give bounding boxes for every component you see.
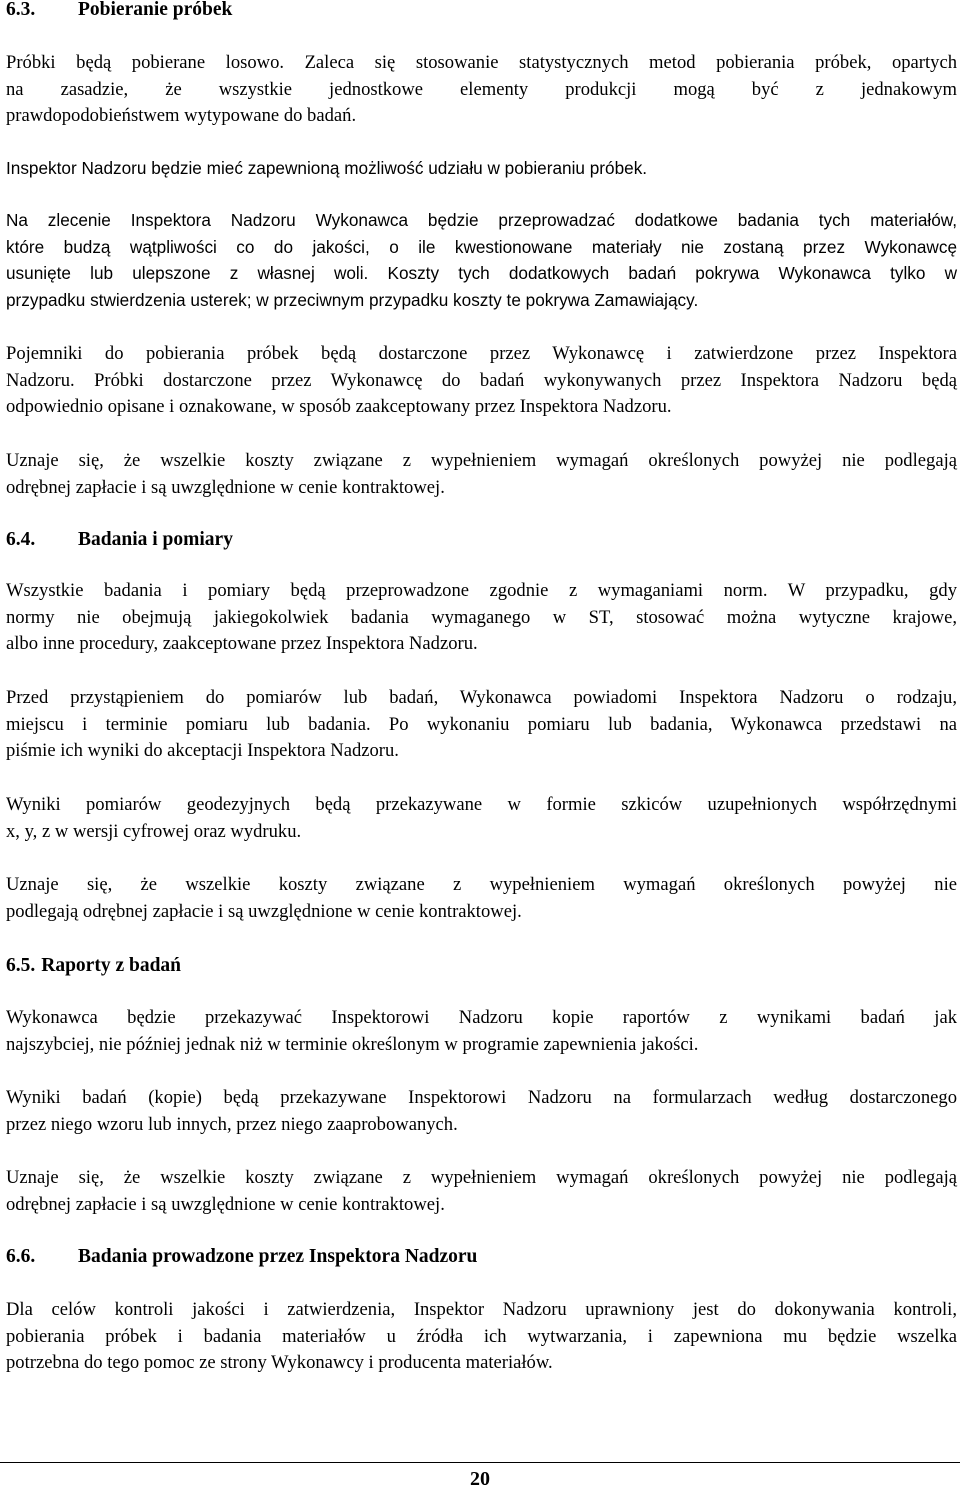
- text-line: Wyniki badań (kopie) będą przekazywane Inspektorowi Nadzoru na formularzach według dostarczonego: [6, 1087, 957, 1108]
- text-line: pobierania próbek i badania materiałów u źródła ich wytwarzania, i zapewniona mu będzie wszelka: [6, 1325, 957, 1347]
- text-line: przypadku stwierdzenia usterek; w przeciwnym przypadku koszty te pokrywa Zamawiający.: [6, 289, 699, 310]
- paragraph: [6, 50, 957, 130]
- text-line: prawdopodobieństwem wytypowane do badań.: [6, 105, 357, 127]
- text-line: najszybciej, nie później jednak niż w terminie określonym w programie zapewnienia jakości.: [6, 1033, 699, 1055]
- paragraph: [6, 207, 957, 313]
- section-number: 6.6.: [6, 1246, 36, 1267]
- paragraph: [6, 685, 957, 765]
- text-line: Na zlecenie Inspektora Nadzoru Wykonawca będzie przeprowadzać dodatkowe badania tych materiałów,: [6, 210, 957, 230]
- paragraph: [6, 1005, 957, 1058]
- text-line: Wyniki pomiarów geodezyjnych będą przekazywane w formie szkiców uzupełnionych współrzędnymi: [6, 794, 957, 815]
- text-line: Uznaje się, że wszelkie koszty związane z wypełnieniem wymagań określonych powyżej nie podlegają: [6, 1167, 957, 1188]
- text-line: Próbki będą pobierane losowo. Zaleca się stosowanie statystycznych metod pobierania próbek, opartych: [6, 52, 957, 73]
- paragraph: [6, 1165, 957, 1218]
- text-line: Wszystkie badania i pomiary będą przeprowadzone zgodnie z wymaganiami norm. W przypadku, gdy: [6, 580, 957, 601]
- text-line: odrębnej zapłacie i są uwzględnione w cenie kontraktowej.: [6, 1193, 445, 1215]
- paragraph: [6, 872, 957, 925]
- text-line: które budzą wątpliwości co do jakości, o ile kwestionowane materiały nie zostaną przez Wykonawcę: [6, 236, 957, 257]
- text-line: Uznaje się, że wszelkie koszty związane z wypełnieniem wymagań określonych powyżej nie podlegają: [6, 450, 957, 471]
- text-line: Inspektor Nadzoru będzie mieć zapewnioną możliwość udziału w pobieraniu próbek.: [6, 158, 648, 178]
- text-line: Dla celów kontroli jakości i zatwierdzenia, Inspektor Nadzoru uprawniony jest do dokonywania kontroli,: [6, 1299, 957, 1320]
- text-line: albo inne procedury, zaakceptowane przez Inspektora Nadzoru.: [6, 633, 478, 655]
- text-line: usunięte lub ulepszone z własnej woli. Koszty tych dodatkowych badań pokrywa Wykonawca tylko w: [6, 263, 957, 284]
- text-line: x, y, z w wersji cyfrowej oraz wydruku.: [6, 820, 302, 842]
- section-number: 6.5.: [6, 955, 36, 976]
- footer-rule: [0, 1462, 960, 1463]
- text-line: potrzebna do tego pomoc ze strony Wykonawcy i producenta materiałów.: [6, 1352, 553, 1374]
- text-line: piśmie ich wyniki do akceptacji Inspektora Nadzoru.: [6, 740, 399, 762]
- paragraph: [6, 155, 957, 182]
- paragraph: [6, 792, 957, 845]
- text-line: normy nie obejmują jakiegokolwiek badania wymaganego w ST, stosować można wytyczne krajowe,: [6, 606, 957, 628]
- text-line: Uznaje się, że wszelkie koszty związane z wypełnieniem wymagań określonych powyżej nie: [6, 874, 957, 895]
- text-line: miejscu i terminie pomiaru lub badania. Po wykonaniu pomiaru lub badania, Wykonawca przedstawi na: [6, 713, 957, 735]
- paragraph: [6, 448, 957, 501]
- section-heading-6-4: [6, 528, 233, 552]
- text-line: podlegają odrębnej zapłacie i są uwzględnione w cenie kontraktowej.: [6, 900, 522, 922]
- section-heading-6-3: [6, 0, 232, 22]
- section-number: 6.3.: [6, 0, 36, 20]
- section-title: Badania i pomiary: [78, 529, 233, 550]
- text-line: Nadzoru. Próbki dostarczone przez Wykonawcę do badań wykonywanych przez Inspektora Nadzoru będą: [6, 369, 957, 391]
- section-number: 6.4.: [6, 529, 36, 550]
- section-heading-6-6: [6, 1245, 477, 1269]
- paragraph: [6, 578, 957, 658]
- paragraph: [6, 1085, 957, 1138]
- section-title: Pobieranie próbek: [78, 0, 233, 20]
- paragraph: [6, 1297, 957, 1377]
- paragraph: [6, 341, 957, 421]
- text-line: Przed przystąpieniem do pomiarów lub badań, Wykonawca powiadomi Inspektora Nadzoru o rodzaju,: [6, 687, 957, 708]
- page-number: 20: [470, 1468, 490, 1490]
- section-heading-6-5: [6, 954, 181, 978]
- text-line: Wykonawca będzie przekazywać Inspektorowi Nadzoru kopie raportów z wynikami badań jak: [6, 1007, 957, 1028]
- text-line: przez niego wzoru lub innych, przez niego zaaprobowanych.: [6, 1113, 458, 1135]
- text-line: odrębnej zapłacie i są uwzględnione w cenie kontraktowej.: [6, 476, 445, 498]
- text-line: Pojemniki do pobierania próbek będą dostarczone przez Wykonawcę i zatwierdzone przez Inspektora: [6, 343, 957, 364]
- text-line: odpowiednio opisane i oznakowane, w sposób zaakceptowany przez Inspektora Nadzoru.: [6, 396, 672, 418]
- section-title: Raporty z badań: [41, 955, 182, 976]
- text-line: na zasadzie, że wszystkie jednostkowe elementy produkcji mogą być z jednakowym: [6, 78, 957, 100]
- section-title: Badania prowadzone przez Inspektora Nadzoru: [78, 1246, 478, 1267]
